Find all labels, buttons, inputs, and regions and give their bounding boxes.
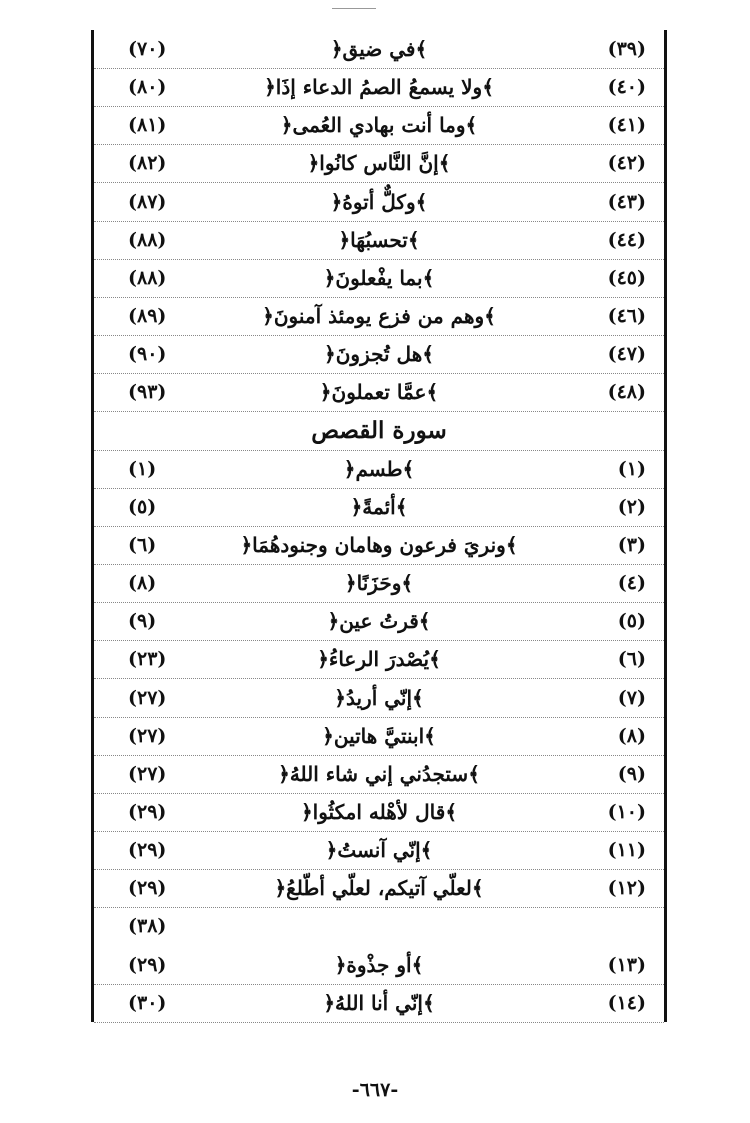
quran-phrase: ﴿وما أنت بهادي العُمى﴾	[280, 113, 478, 138]
verse-number: (٤٤)	[607, 228, 646, 251]
page-reference: (٧٠)	[128, 38, 167, 60]
quran-phrase: ﴿وحَزَنًا﴾	[344, 571, 414, 596]
index-row	[94, 221, 664, 260]
quran-phrase: ﴿عمَّا تعملونَ﴾	[319, 380, 439, 405]
verse-number: (٣٩)	[607, 38, 646, 60]
page-reference: (٨٨)	[128, 266, 167, 289]
index-row	[94, 259, 664, 298]
page-reference: (٢٧)	[128, 686, 167, 709]
page-reference: (٩٣)	[128, 381, 167, 404]
quran-phrase: ﴿في ضيق﴾	[330, 37, 428, 61]
quran-phrase: ﴿وكلٌّ أتوهُ﴾	[330, 189, 428, 214]
page-reference: (٣٠)	[128, 991, 167, 1014]
page-reference: (٨١)	[128, 114, 167, 137]
verse-number: (٧)	[617, 686, 646, 709]
index-row	[94, 30, 664, 69]
verse-number: (١١)	[607, 839, 646, 862]
index-row	[94, 106, 664, 145]
index-row	[94, 144, 664, 183]
index-row	[94, 183, 664, 222]
page-reference: (٢٩)	[128, 877, 167, 900]
verse-number: (٤٣)	[607, 190, 646, 213]
quran-phrase: ﴿وهم من فزع يومئذ آمنونَ﴾	[262, 304, 496, 329]
index-row	[94, 373, 664, 412]
quran-phrase: ﴿إنَّ النَّاس كانُوا﴾	[307, 151, 451, 176]
quran-phrase: ﴿أئمةً﴾	[350, 494, 408, 519]
page-reference: (٨٩)	[128, 305, 167, 328]
index-row	[94, 602, 664, 641]
verse-number: (١٤)	[607, 991, 646, 1014]
index-row	[94, 946, 664, 985]
surah-heading-row	[94, 412, 664, 451]
verse-number: (١)	[617, 457, 646, 480]
index-row	[94, 450, 664, 489]
quran-phrase: ﴿تحسبُهَا﴾	[338, 227, 420, 252]
quran-phrase: ﴿قال لأهْله امكثُوا﴾	[300, 800, 458, 824]
verse-number: (٥)	[617, 610, 646, 633]
page-number: -٦٦٧-	[351, 1079, 399, 1101]
page-reference: (٥)	[128, 495, 157, 518]
page-reference: (٨٠)	[128, 76, 167, 99]
quran-phrase: ﴿إنّي أنا اللهُ﴾	[323, 990, 435, 1015]
verse-number: (٤٥)	[607, 266, 646, 289]
page-reference: (٢٣)	[128, 648, 167, 671]
index-row	[94, 984, 664, 1023]
verse-number: (١٢)	[607, 877, 646, 900]
page-reference: (١)	[128, 457, 157, 480]
index-row	[94, 297, 664, 336]
index-row	[94, 869, 664, 908]
page-reference: (٢٩)	[128, 801, 167, 823]
index-row	[94, 831, 664, 870]
page-reference: (٨٧)	[128, 190, 167, 213]
quran-phrase: ﴿ستجدُني إني شاء اللهُ﴾	[278, 761, 480, 786]
page-reference: (٩٠)	[128, 343, 167, 366]
quran-phrase: ﴿بما يفْعلونَ﴾	[323, 265, 435, 290]
page-reference: (٣٨)	[128, 915, 167, 938]
page-reference: (٢٩)	[128, 839, 167, 862]
index-table	[91, 30, 667, 1022]
quran-phrase: ﴿إنّي آنستُ﴾	[325, 838, 433, 863]
quran-phrase: ﴿إنّي أريدُ﴾	[334, 685, 424, 710]
verse-number: (٤٦)	[607, 305, 646, 328]
quran-phrase: ﴿ابنتيَّ هاتين﴾	[322, 723, 436, 748]
top-rule	[332, 8, 376, 9]
quran-phrase: ﴿هل تُجزونَ﴾	[324, 342, 434, 367]
verse-number: (١٠)	[607, 801, 646, 823]
page-reference: (٨)	[128, 572, 157, 595]
surah-heading: سورة القصص	[311, 416, 447, 444]
verse-number: (١٣)	[607, 953, 646, 976]
index-row	[94, 717, 664, 756]
verse-number: (٤٨)	[607, 381, 646, 404]
quran-phrase: ﴿ونريَ فرعون وهامان وجنودهُمَا﴾	[240, 532, 518, 557]
quran-phrase: ﴿يُصْدرَ الرعاءُ﴾	[317, 647, 441, 672]
page-reference: (٩)	[128, 610, 157, 633]
page-reference: (٢٧)	[128, 762, 167, 785]
verse-number: (٤)	[617, 572, 646, 595]
verse-number: (٦)	[617, 648, 646, 671]
quran-phrase: ﴿أو جذْوة﴾	[334, 952, 424, 977]
index-row	[94, 755, 664, 794]
verse-number: (٩)	[617, 762, 646, 785]
index-row	[94, 640, 664, 679]
index-row	[94, 526, 664, 565]
page-reference: (٦)	[128, 533, 157, 556]
page-reference: (٢٧)	[128, 724, 167, 747]
index-row	[94, 488, 664, 527]
quran-phrase: ﴿طسم﴾	[343, 456, 415, 481]
quran-phrase: ﴿لعلّي آتيكم، لعلّي أطّلعُ﴾	[274, 876, 484, 901]
page-reference: (٢٩)	[128, 953, 167, 976]
index-row	[94, 907, 664, 945]
index-row	[94, 68, 664, 107]
verse-number: (٢)	[617, 495, 646, 518]
index-row	[94, 679, 664, 718]
index-row	[94, 793, 664, 832]
verse-number: (٨)	[617, 724, 646, 747]
verse-number: (٤١)	[607, 114, 646, 137]
page-reference: (٨٢)	[128, 152, 167, 175]
verse-number: (٤٠)	[607, 76, 646, 99]
quran-phrase: ﴿قرتُ عين﴾	[327, 609, 431, 634]
quran-phrase: ﴿ولا يسمعُ الصمُ الدعاء إذَا﴾	[264, 75, 494, 100]
index-row	[94, 335, 664, 374]
verse-number: (٤٢)	[607, 152, 646, 175]
page-reference: (٨٨)	[128, 228, 167, 251]
verse-number: (٣)	[617, 533, 646, 556]
verse-number: (٤٧)	[607, 343, 646, 366]
index-row	[94, 564, 664, 603]
